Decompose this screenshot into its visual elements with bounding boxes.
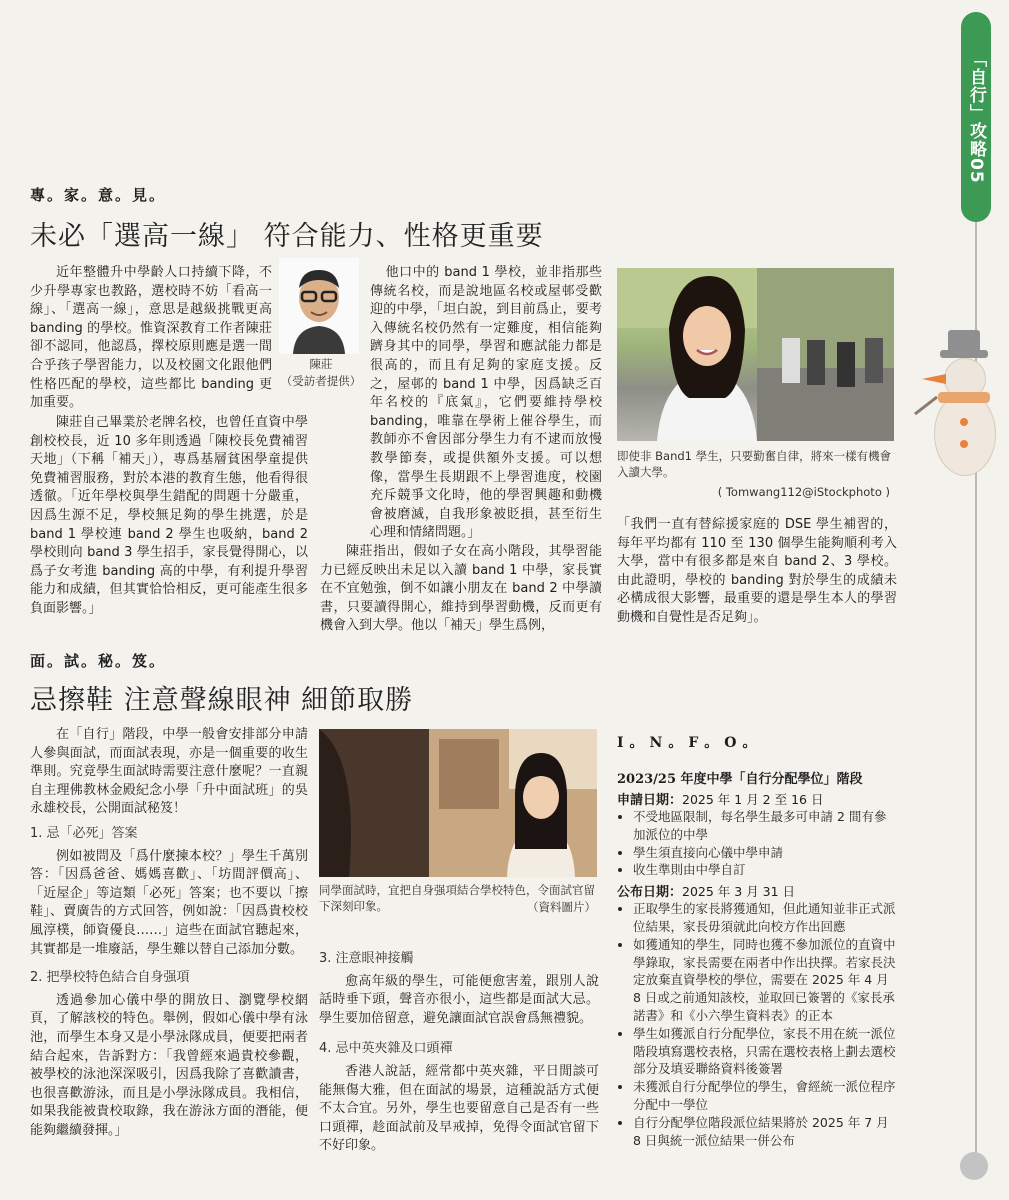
list-item: • 收生準則由中學自訂: [633, 861, 897, 879]
student-photo-caption: 即使非 Band1 學生，只要勤奮自律，將來一樣有機會入讀大學。: [617, 449, 892, 479]
section2-column-1: 在「自行」階段，中學一般會安排部分申請人參與面試，而面試表現，亦是一個重要的收生準則。究竟學生面試時需要注意什麼呢？一直親自主理佛教林金殿紀念小學「升中面試班」的吳永雄校長，公開面試秘笈！ 1. 忌「必死」答案 例如被問及「爲什麼揀本校？」學生千萬別答：「因爲爸爸、媽媽喜歡」、「坊間評價高」、「近屋企」等這類「必死」答案；也不要以「擦鞋」、賣廣告的方式回答，例如說：「因爲貴校校風淳樸，師資優良……」這些在面試官聽起來，其實都是一堆廢話，學生難以替自己添加分數。 2. 把學校特色結合自身强項 透過參加心儀中學的開放日、瀏覽學校網頁，了解該校的特色。舉例，假如心儀中學有泳池，而學生本身又是小學泳隊成員，便要把兩者結合起來，告訴對方：「我曾經來過貴校參觀，被學校的泳池深深吸引，因爲我除了喜歡讀書，也很喜歡游泳，而且是小學泳隊成員。我相信，如果我能被貴校取錄，我在游泳方面的潛能，便能夠繼續發揮。」: [30, 727, 308, 1138]
snowman-button: [960, 418, 968, 426]
section-tab: 「自行」攻略05: [961, 12, 991, 222]
section1-column-1b: 陳莊自己畢業於老牌名校，也曾任直資中學創校校長，近 10 多年則透過「陳校長免費補習天地」（下稱「補天」），專爲基層貧困學童提供免費補習服務，對於本港的教育生態，他看得很透徹。「近年學校與學生錯配的問題十分嚴重，因爲生源不足，學校無足夠的學生挑選，於是 band 1 學校連 band 2 學生也吸納，band 2 學校則向 band 3 學生招手，家長覺得開心，以爲子女考進 banding 高的中學，有利提升學習能力和成績，但其實恰恰相反，更可能產生很多負面影響。」: [30, 415, 308, 616]
tip-heading: 1. 忌「必死」答案: [30, 825, 138, 841]
list-item: • 自行分配學位階段派位結果將於 2025 年 7 月 8 日與統一派位結果一併公布: [633, 1114, 897, 1150]
section2-column-2: 3. 注意眼神接觸 愈高年級的學生，可能便愈害羞，跟別人說話時垂下頭，聲音亦很小，這些都是面試大忌。學生要加倍留意，避免讓面試官誤會爲無禮貌。 4. 忌中英夾雜及口頭禪 香港人說話，經常都中英夾雜，平日閒談可能無傷大雅，但在面試的場景，這種說話方式便不太合宜。另外，學生也要留意自己是否有一些口頭禪，趁面試前及早戒掉，免得令面試官留下不好印象。: [319, 951, 599, 1154]
interview-photo: [319, 729, 597, 877]
section2-title: 忌擦鞋 注意聲線眼神 細節取勝: [30, 685, 414, 716]
tip-heading: 2. 把學校特色結合自身强項: [30, 970, 190, 986]
snowman-button: [960, 440, 968, 448]
announce-list: [617, 900, 897, 1149]
apply-date-line: 申請日期：2025 年 1 月 2 至 16 日: [617, 792, 824, 808]
snowman-scarf: [938, 392, 990, 403]
info-label: I。N。F。O。: [617, 735, 763, 751]
section2-kicker: 面。試。秘。笈。: [30, 652, 167, 670]
snowman-arm: [914, 396, 938, 416]
student-photo: [617, 268, 894, 441]
list-item: • 正取學生的家長將獲通知，但此通知並非正式派位結果，家長毋須就此向校方作出回應: [633, 900, 897, 936]
interview-photo-credit: （資料圖片）: [527, 900, 596, 914]
snowman-nose-icon: [922, 374, 946, 384]
snowman-body-illustration: [934, 392, 996, 476]
list-item: • 學生如獲派自行分配學位，家長不用在統一派位階段填寫選校表格，只需在選校表格上劃去選校部分及填妥聯絡資料後簽署: [633, 1025, 897, 1078]
tip-heading: 3. 注意眼神接觸: [319, 951, 414, 966]
interview-photo-caption: 同學面試時，宜把自身强項結合學校特色，令面試官留下深刻印象。: [319, 883, 595, 913]
list-item: • 學生須直接向心儀中學申請: [633, 844, 897, 862]
tip-heading: 4. 忌中英夾雜及口頭禪: [319, 1041, 453, 1057]
snowman-hat-top: [948, 330, 980, 352]
section1-title: 未必「選高一線」 符合能力、性格更重要: [30, 221, 544, 252]
list-item: • 如獲通知的學生，同時也獲不參加派位的直資中學錄取，家長需要在兩者中作出抉擇。若家長決定放棄直資學校的學位，需要在 2025 年 4 月 8 日或之前通知該校，並取回已簽署的《家長承諾書》和《小六學生資料表》的正本: [633, 936, 897, 1025]
section1-column-1a: 近年整體升中學齡人口持續下降，不少升學專家也教路，選校時不妨「看高一線」、「選高一線」，意思是越級挑戰更高 banding 的學校。惟資深教育工作者陳莊卻不認同，他認爲，擇校原則應是選一間合乎孩子學習能力，以及校園文化跟他們性格匹配的學校，這些都比 banding 更加重要。: [30, 265, 272, 411]
student-photo-credit: ( Tomwang112@iStockphoto ): [717, 485, 890, 499]
list-item: • 未獲派自行分配學位的學生，會經統一派位程序分配中一學位: [633, 1078, 897, 1114]
apply-list: [617, 808, 897, 879]
list-item: • 不受地區限制，每名學生最多可申請 2 間有參加派位的中學: [633, 808, 897, 844]
section1-column-2: 他口中的 band 1 學校，並非指那些傳統名校，而是說地區名校或屋邨受歡迎的中學，「坦白說，到目前爲止，要考入傳統名校仍然有一定難度，相信能夠躋身其中的同學，學習和應試能力都是很高的，而且有足夠的家庭支援。反之，屋邨的 band 1 中學，因爲缺乏百年名校的『底氣』，它們要維持學校 banding，唯靠在學術上催谷學生，而教師亦不會因部分學生力有不逮而放慢教學節奏，或提供額外支援。可以想像，當學生長期跟不上學習進度，校園充斥競爭文化時，他的學習興趣和動機會被磨滅，自我形象被貶損，甚至衍生心理和情緒問題。」 陳莊指出，假如子女在高小階段，其學習能力已經反映出未足以入讀 band 1 中學，家長實在不宜勉強，倒不如讓小朋友在 band 2 中學讀書，只要讀得開心，維持到學習動機，反而更有機會入到大學。他以「補天」學生爲例，: [320, 265, 602, 634]
info-title: 2023/25 年度中學「自行分配學位」階段: [617, 772, 863, 787]
section1-column-3: 「我們一直有替綜援家庭的 DSE 學生補習的，每年平均都有 110 至 130 個學生能夠順利考入大學，當中有很多都是來自 band 2、3 學校。由此證明，學校的 banding 對於學生的成績未必構成很大影響，最重要的還是學生本人的學習動機和自覺性是否足夠」。: [617, 517, 897, 625]
portrait-caption: 陳莊 （受訪者提供）: [280, 357, 362, 388]
side-dot: [960, 1152, 988, 1180]
announce-date-line: 公布日期：2025 年 3 月 31 日: [617, 884, 796, 901]
info-box: [617, 732, 897, 1149]
section1-kicker: 專。家。意。見。: [30, 186, 167, 204]
